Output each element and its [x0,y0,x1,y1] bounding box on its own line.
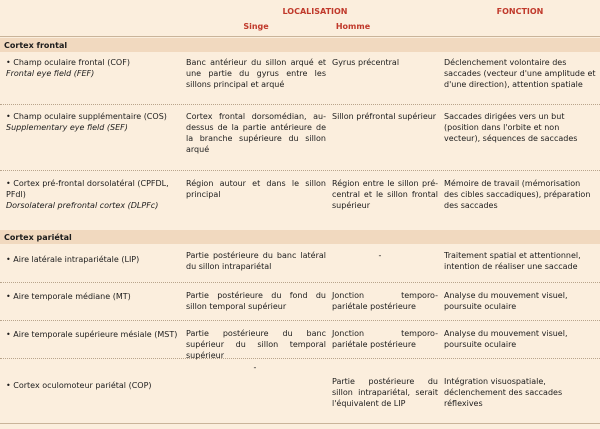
row-cos-homme: Sillon préfrontal supérieur [332,112,437,121]
row-cos-fonction: Saccades dirigées vers un but (position dans l'orbite et non vecteur), séquences de saccades [444,112,578,143]
row-lip-singe: Partie postérieure du banc latéral du sillon intrapariétal [186,251,326,271]
row-divider [0,320,600,321]
row-cof-name-fr: • Champ oculaire frontal (COF) [6,58,130,67]
row-cpfdl-singe: Région autour et dans le sillon principal [186,179,326,199]
row-cof-name [6,57,182,79]
row-mt-singe: Partie postérieure du fond du sillon temporal supérieur [186,291,326,311]
header-singe: Singe [243,22,269,31]
table-bottom-rule [0,423,600,424]
header-homme: Homme [335,22,371,31]
row-mt-name: • Aire temporale médiane (MT) [6,292,131,301]
header-localisation: LOCALISATION [282,7,348,16]
row-divider [0,358,600,359]
row-cop-homme: Partie postérieure du sillon intrapariétal, serait l'équivalent de LIP [332,377,438,408]
section-frontal [0,38,600,52]
section-parietal-label: Cortex pariétal [4,233,72,242]
row-lip-homme: - [378,251,382,260]
row-cpfdl-name-fr: • Cortex pré-frontal dorsolatéral (CPFDL, PFdl) [6,179,169,199]
row-cos-name-en: Supplementary eye field (SEF) [6,123,128,132]
row-cop-singe: - [253,363,257,372]
row-divider [0,282,600,283]
row-cos-name-fr: • Champ oculaire supplémentaire (COS) [6,112,167,121]
row-lip-fonction: Traitement spatial et attentionnel, intention de réaliser une saccade [444,251,581,271]
row-cof-fonction: Déclenchement volontaire des saccades (vecteur d'une amplitude et d'une direction), attention spatiale [444,58,596,89]
row-divider [0,170,600,171]
row-cpfdl-fonction: Mémoire de travail (mémorisation des cibles saccadiques), préparation des saccades [444,179,591,210]
row-cof-singe: Banc antérieur du sillon arqué et une partie du gyrus entre les sillons principal et arqué [186,58,326,89]
header-rule [0,36,600,37]
row-mt-fonction: Analyse du mouvement visuel, poursuite oculaire [444,291,568,311]
row-mst-name: • Aire temporale supérieure mésiale (MST) [6,330,178,339]
row-mst-fonction: Analyse du mouvement visuel, poursuite oculaire [444,329,568,349]
row-divider [0,104,600,105]
row-mt-homme: Jonction temporo-pariétale postérieure [332,291,438,311]
row-cpfdl-name [6,178,182,211]
row-mst-homme: Jonction temporo-pariétale postérieure [332,329,438,349]
row-cos-singe: Cortex frontal dorsomédian, au-dessus de la partie antérieure de la branche supérieure du sillon arqué [186,112,326,154]
row-cpfdl-homme: Région entre le sillon pré-central et le sillon frontal supérieur [332,179,438,210]
row-cop-name: • Cortex oculomoteur pariétal (COP) [6,381,152,390]
section-frontal-label: Cortex frontal [4,41,68,50]
row-lip-name: • Aire latérale intrapariétale (LIP) [6,255,140,264]
header-fonction: FONCTION [496,7,544,16]
row-mst-singe: Partie postérieure du banc supérieur du sillon temporal supérieur [186,329,326,360]
row-cof-homme: Gyrus précentral [332,58,400,67]
row-cop-fonction: Intégration visuospatiale, déclenchement des saccades réflexives [444,377,563,408]
row-cpfdl-name-en: Dorsolateral prefrontal cortex (DLPFc) [6,201,159,210]
row-cof-name-en: Frontal eye field (FEF) [6,69,95,78]
row-cos-name [6,111,182,133]
section-parietal [0,230,600,244]
